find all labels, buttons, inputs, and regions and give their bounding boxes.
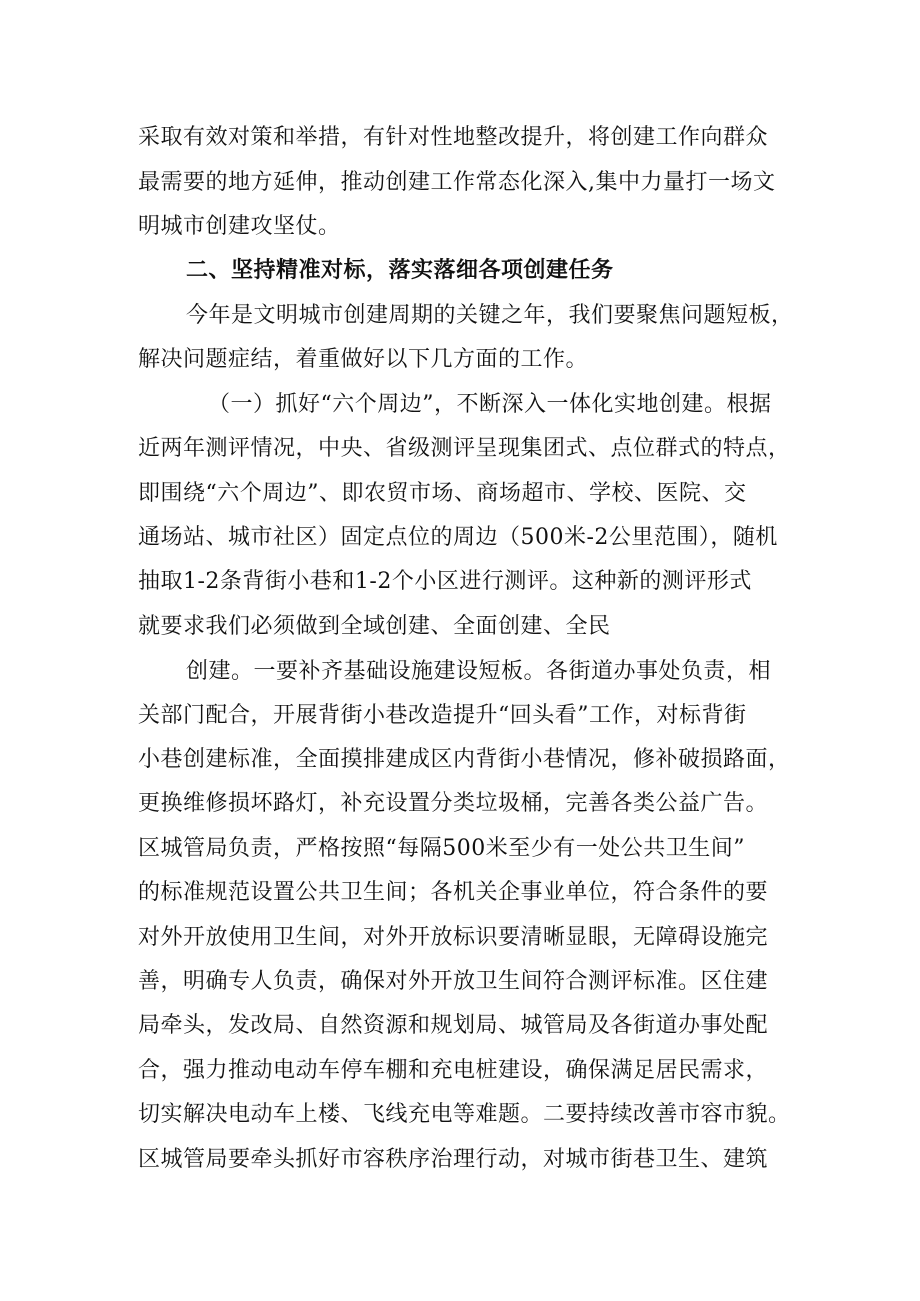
text-line: 最需要的地方延伸，推动创建工作常态化深入,集中力量打一场文 <box>138 170 776 195</box>
text-line: 关部门配合，开展背街小巷改造提升“回头看”工作，对标背街 <box>138 703 747 728</box>
text-line: 抽取1-2条背街小巷和1-2个小区进行测评。这种新的测评形式 <box>138 569 752 594</box>
section-heading: 二、坚持精准对标，落实落细各项创建任务 <box>186 258 614 283</box>
text-line: 局牵头，发改局、自然资源和规划局、城管局及各街道办事处配 <box>138 1013 769 1038</box>
subsection-line: （一）抓好“六个周边”，不断深入一体化实地创建。根据 <box>208 392 772 417</box>
text-line: 的标准规范设置公共卫生间；各机关企事业单位，符合条件的要 <box>138 880 769 905</box>
text-line: 善，明确专人负责，确保对外开放卫生间符合测评标准。区住建 <box>138 969 769 994</box>
text-line: 解决问题症结，着重做好以下几方面的工作。 <box>138 347 589 372</box>
text-line: 小巷创建标准，全面摸排建成区内背街小巷情况，修补破损路面， <box>138 747 791 772</box>
text-line: 明城市创建攻坚仗。 <box>138 214 341 239</box>
text-line: 近两年测评情况，中央、省级测评呈现集团式、点位群式的特点， <box>138 436 791 461</box>
text-line: 采取有效对策和举措，有针对性地整改提升，将创建工作向群众 <box>138 125 769 150</box>
text-line: 通场站、城市社区）固定点位的周边（500米-2公里范围），随机 <box>138 525 778 550</box>
text-line: 更换维修损坏路灯，补充设置分类垃圾桶，完善各类公益广告。 <box>138 791 769 816</box>
text-line: 即围绕“六个周边”、即农贸市场、商场超市、学校、医院、交 <box>138 481 747 506</box>
text-line: 区城管局负责，严格按照“每隔500米至少有一处公共卫生间” <box>138 836 745 861</box>
text-line: 今年是文明城市创建周期的关键之年，我们要聚焦问题短板， <box>186 303 794 328</box>
text-line: 创建。一要补齐基础设施建设短板。各街道办事处负责，相 <box>186 659 772 684</box>
text-line: 就要求我们必须做到全域创建、全面创建、全民 <box>138 614 611 639</box>
text-line: 对外开放使用卫生间，对外开放标识要清晰显眼，无障碍设施完 <box>138 925 769 950</box>
text-line: 切实解决电动车上楼、飞线充电等难题。二要持续改善市容市貌。 <box>138 1102 791 1127</box>
text-line: 区城管局要牵头抓好市容秩序治理行动，对城市街巷卫生、建筑 <box>138 1147 769 1172</box>
text-line: 合，强力推动电动车停车棚和充电桩建设，确保满足居民需求， <box>138 1058 769 1083</box>
